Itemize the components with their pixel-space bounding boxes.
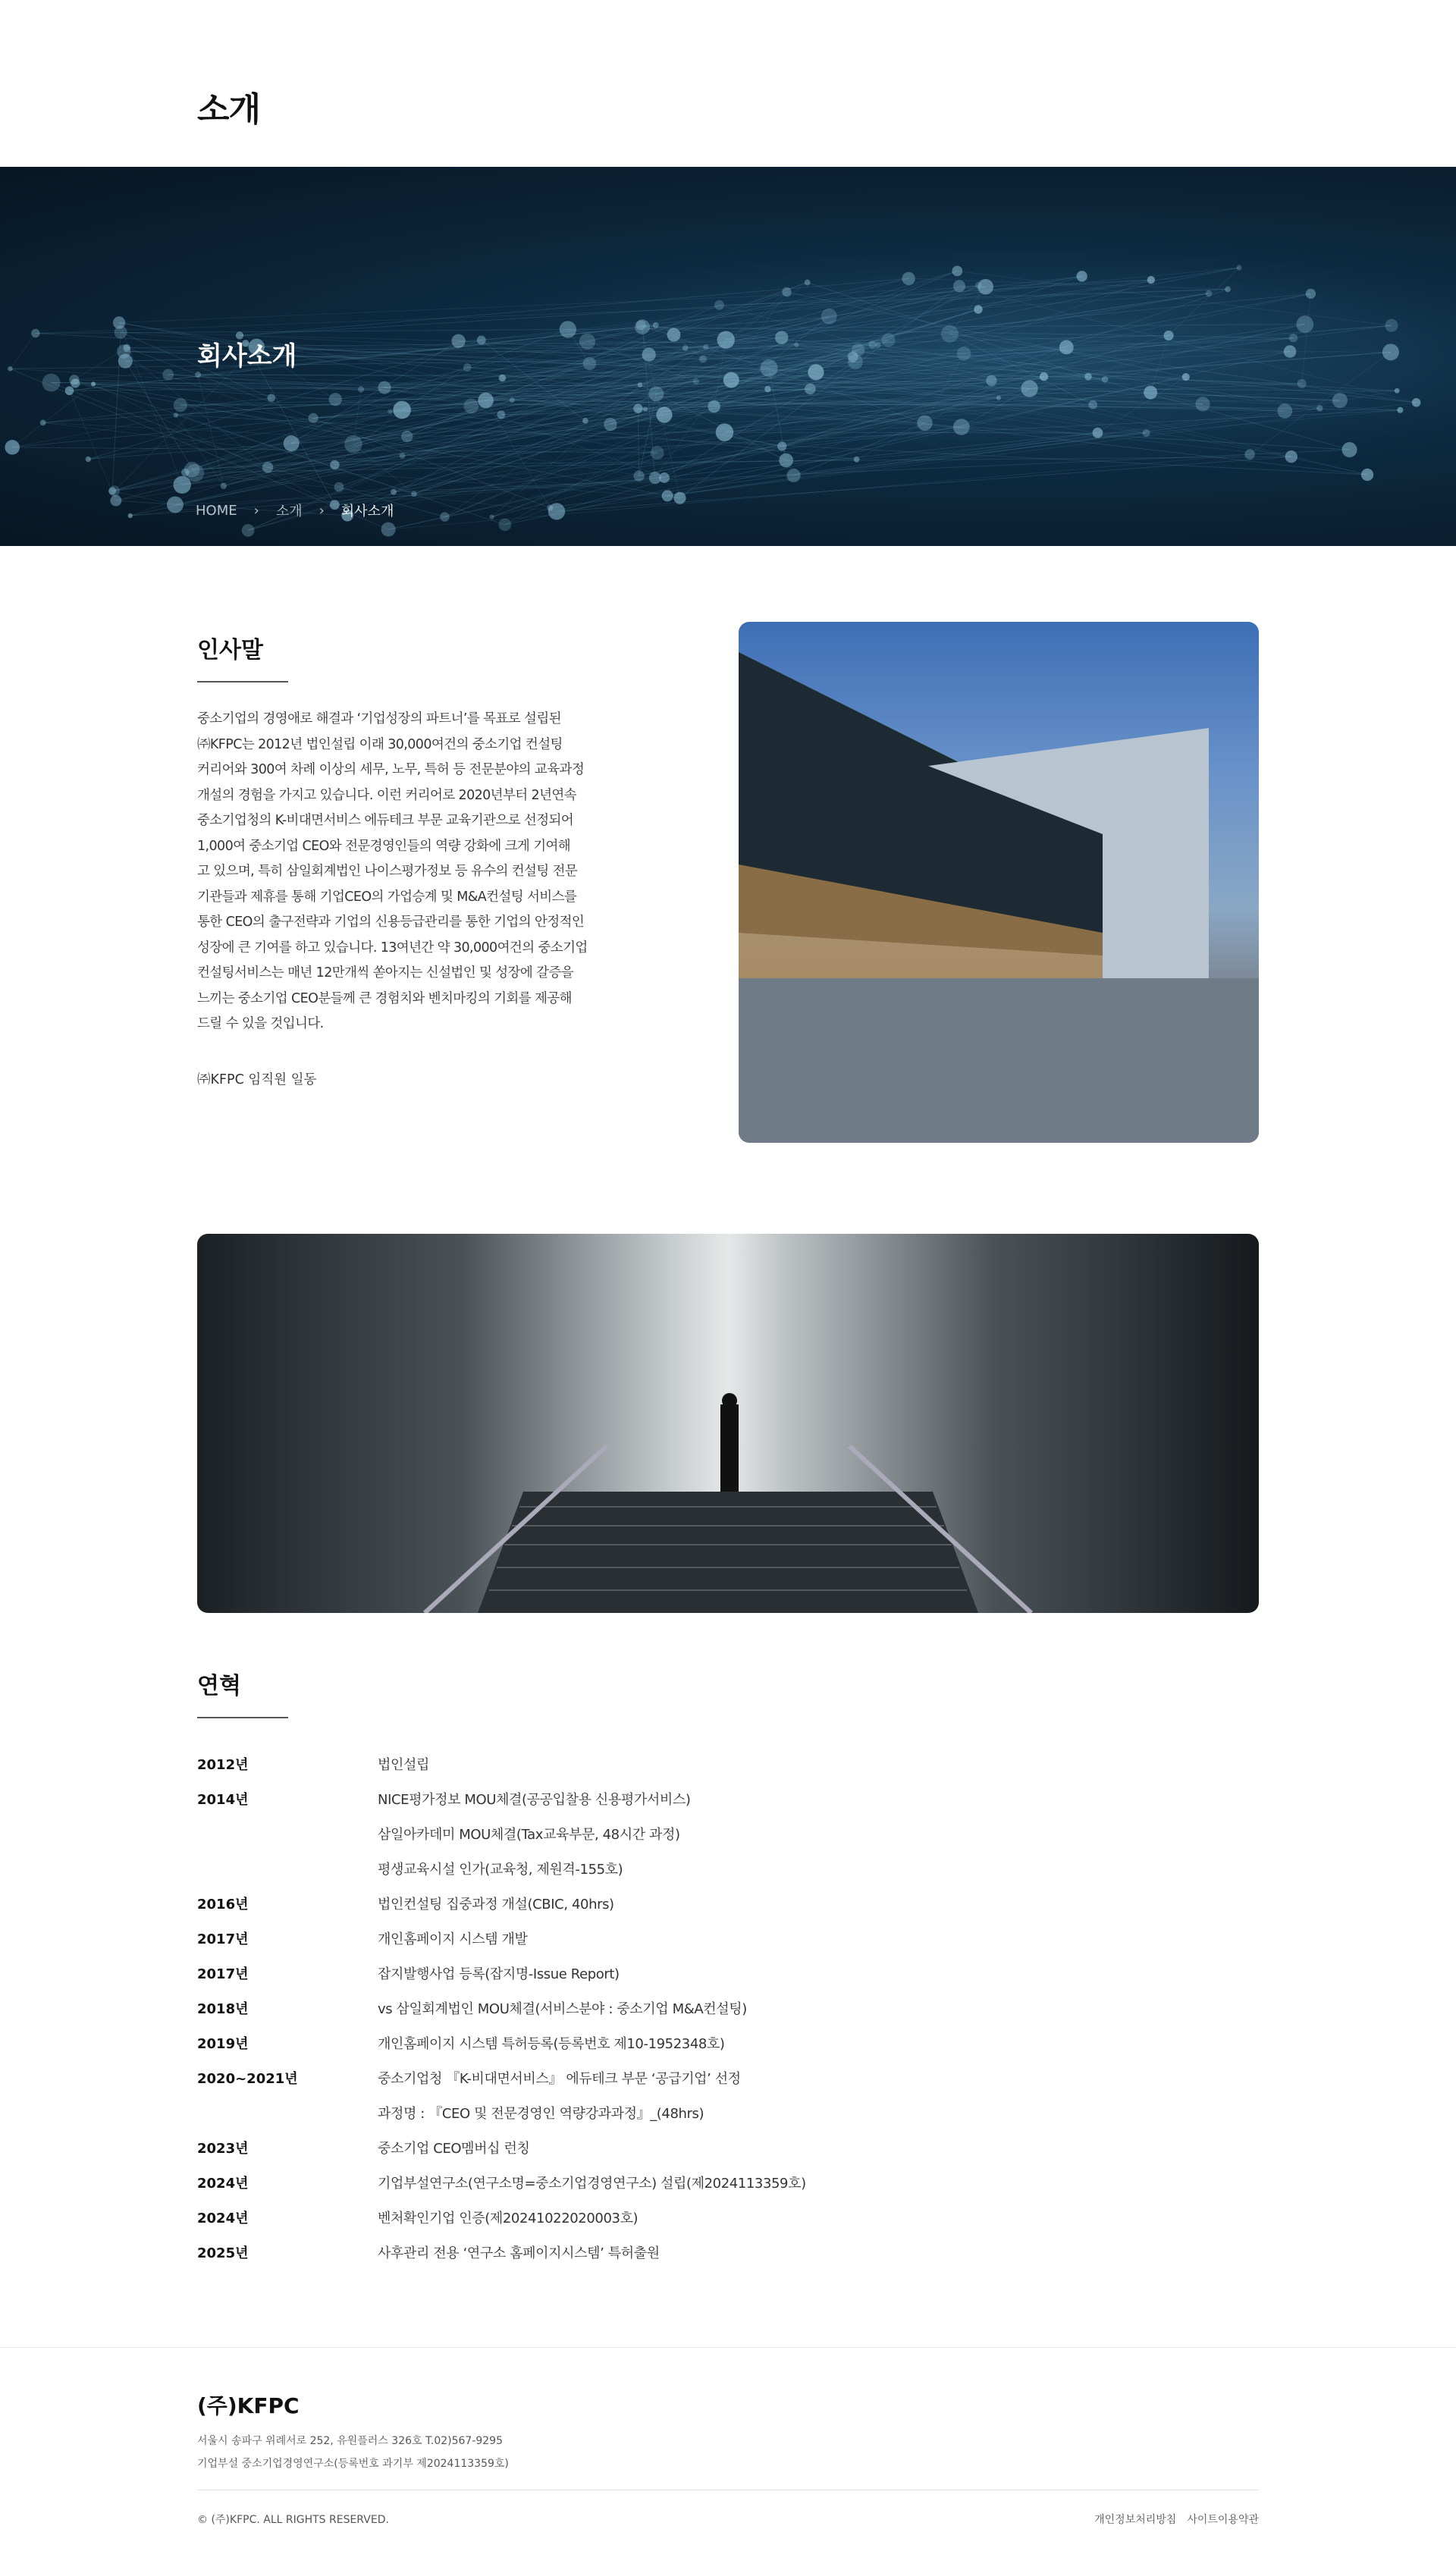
history-row <box>197 1886 1259 1921</box>
history-row <box>197 2165 1259 2200</box>
history-desc: 기업부설연구소(연구소명=중소기업경영연구소) 설립(제2024113359호) <box>378 2176 806 2192</box>
footer-address: 서울시 송파구 위례서로 252, 유원플러스 326호 T.02)567-9295 <box>197 2435 503 2447</box>
history-row <box>197 2235 1259 2270</box>
footer-company: (주)KFPC <box>197 2393 300 2418</box>
history-row <box>197 2130 1259 2165</box>
chevron-right-icon: › <box>253 502 259 519</box>
history-desc: 중소기업청 『K-비대면서비스』 에듀테크 부문 ‘공급기업’ 선정 <box>378 2071 741 2087</box>
breadcrumb-current: 회사소개 <box>340 504 394 519</box>
history-desc: vs 삼일회계법인 MOU체결(서비스분야 : 중소기업 M&A컨설팅) <box>378 2001 747 2017</box>
history-desc: 개인홈페이지 시스템 특허등록(등록번호 제10-1952348호) <box>378 2036 725 2052</box>
history-year: 2019년 <box>197 2036 249 2052</box>
heading-divider <box>197 1717 288 1718</box>
history-desc: 삼일아카데미 MOU체결(Tax교육부문, 48시간 과정) <box>378 1827 680 1843</box>
history-desc: 개인홈페이지 시스템 개발 <box>378 1931 528 1947</box>
history-desc: 벤처확인기업 인증(제20241022020003호) <box>378 2211 639 2226</box>
history-row <box>197 2060 1259 2095</box>
heading-divider <box>197 681 288 682</box>
page-title: 소개 <box>197 90 261 129</box>
history-heading: 연혁 <box>197 1673 241 1699</box>
footer <box>0 2347 1456 2573</box>
history-row <box>197 1921 1259 1956</box>
footer-lab: 기업부설 중소기업경영연구소(등록번호 과기부 제2024113359호) <box>197 2458 509 2470</box>
history-desc: 평생교육시설 인가(교육청, 제원격-155호) <box>378 1862 623 1878</box>
history-row <box>197 1746 1259 1781</box>
history-desc: 사후관리 전용 ‘연구소 홈페이지시스템’ 특허출원 <box>378 2245 660 2261</box>
greeting-signature: ㈜KFPC 임직원 일동 <box>197 1072 317 1087</box>
history-year: 2014년 <box>197 1792 249 1808</box>
history-year: 2018년 <box>197 2001 249 2017</box>
history-year: 2024년 <box>197 2176 249 2192</box>
history-row <box>197 1816 1259 1851</box>
history-desc: 중소기업 CEO멤버십 런칭 <box>378 2141 530 2157</box>
history-row <box>197 2200 1259 2235</box>
staircase-image <box>197 1234 1259 1613</box>
history-desc: 법인컨설팅 집중과정 개설(CBIC, 40hrs) <box>378 1897 614 1912</box>
history-row <box>197 2025 1259 2060</box>
history-year: 2025년 <box>197 2245 249 2261</box>
banner-title: 회사소개 <box>197 341 297 372</box>
history-year: 2023년 <box>197 2141 249 2157</box>
greeting-body: 중소기업의 경영애로 해결과 ‘기업성장의 파트너’를 목표로 설립된 ㈜KFPC는 2012년 법인설립 이래 30,000여건의 중소기업 컨설팅 커리어와 300여 차례 이상의 세무, 노무, 특허 등 전문분야의 교육과정 개설의 경험을 가지고 있습니다. 이런 커리어로 2020년부터 2년연속 중소기업청의 K-비대면서비스 에듀테크 부문 교육기관으로 선정되어 1,000여 중소기업 CEO와 전문경영인들의 역량 강화에 크게 기여해 고 있으며, 특히 삼일회계법인 나이스평가정보 등 유수의 컨설팅 전문 기관들과 제휴를 통해 기업CEO의 가업승계 및 M&A컨설팅 서비스를 통한 CEO의 출구전략과 기업의 신용등급관리를 통한 기업의 안정적인 성장에 큰 기여를 하고 있습니다. 13여년간 약 30,000여건의 중소기업 컨설팅서비스는 매년 12만개씩 쏟아지는 신설법인 및 성장에 갈증을 느끼는 중소기업 CEO분들께 큰 경험치와 벤치마킹의 기회를 제공해 드릴 수 있을 것입니다. <box>197 711 588 1031</box>
history-desc: 과정명 : 『CEO 및 전문경영인 역량강과과정』_(48hrs) <box>378 2106 704 2122</box>
history-row <box>197 2095 1259 2130</box>
history-row <box>197 1851 1259 1886</box>
history-desc: NICE평가정보 MOU체결(공공입찰용 신용평가서비스) <box>378 1792 691 1808</box>
history-row <box>197 1781 1259 1816</box>
chevron-right-icon: › <box>318 502 325 519</box>
greeting-heading: 인사말 <box>197 637 263 664</box>
history-list <box>197 1746 1259 2270</box>
breadcrumb-home[interactable]: HOME <box>196 502 237 519</box>
history-year: 2017년 <box>197 1931 249 1947</box>
terms-link[interactable]: 사이트이용약관 <box>1187 2514 1259 2526</box>
breadcrumb <box>196 500 394 520</box>
history-year: 2017년 <box>197 1966 249 1982</box>
history-row <box>197 1991 1259 2025</box>
history-year: 2020~2021년 <box>197 2071 298 2087</box>
breadcrumb-intro[interactable]: 소개 <box>275 504 303 519</box>
history-year: 2016년 <box>197 1897 249 1912</box>
footer-copyright: © (주)KFPC. ALL RIGHTS RESERVED. <box>197 2514 389 2526</box>
building-image <box>739 622 1259 1143</box>
hero-banner <box>0 167 1456 546</box>
history-desc: 법인설립 <box>378 1757 429 1773</box>
history-desc: 잡지발행사업 등록(잡지명-Issue Report) <box>378 1966 620 1982</box>
history-year: 2024년 <box>197 2211 249 2226</box>
history-row <box>197 1956 1259 1991</box>
privacy-policy-link[interactable]: 개인정보처리방침 <box>1094 2514 1177 2526</box>
history-year: 2012년 <box>197 1757 249 1773</box>
